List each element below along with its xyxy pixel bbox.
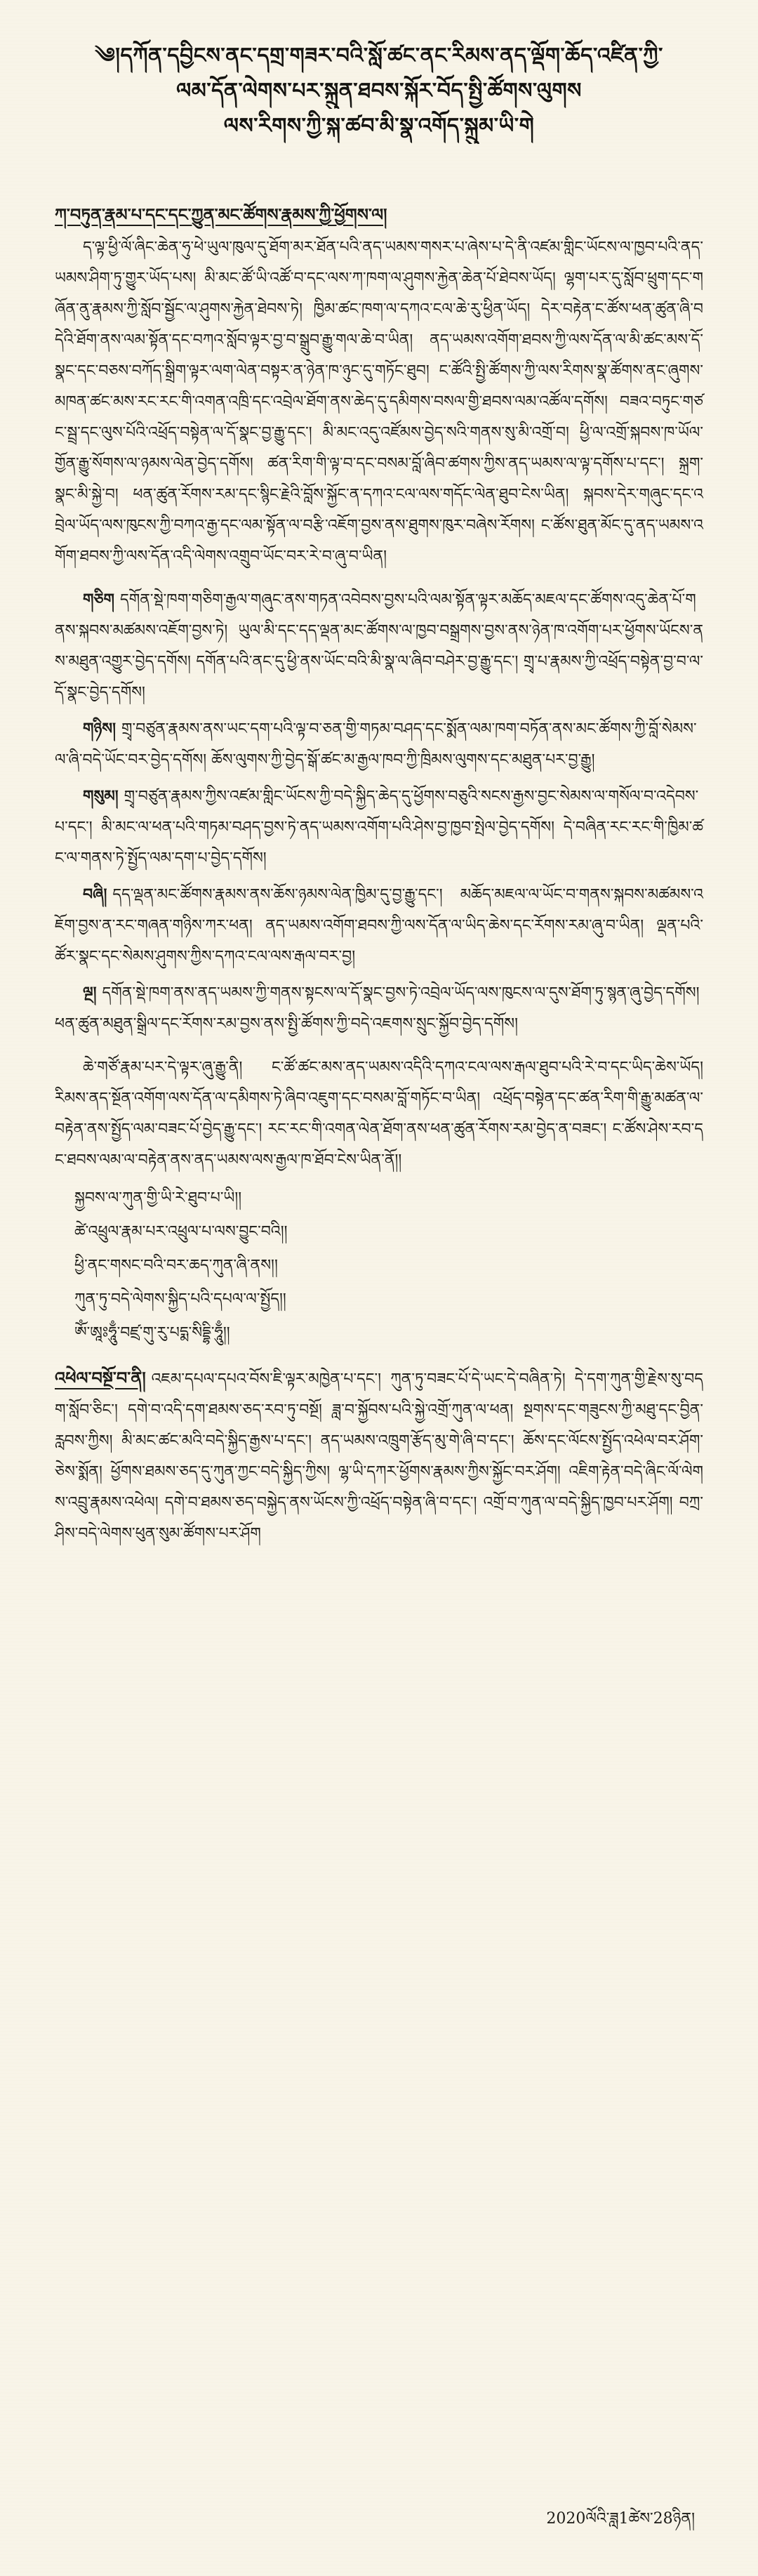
verse-line: སྐྱབས་ལ་ཀུན་གྱི་ཡི་རེ་ཐུབ་པ་ཡི།། <box>74 1189 242 1207</box>
points-section <box>55 585 703 1040</box>
point-text: དགོན་སྡེ་ཁག་གཅིག་རྒྱལ་གཞུང་ནས་གཏན་འབེབས་བྱས་པའི་ལམ་སྟོན་ལྟར་མཆོད་མཇལ་དང་ཚོགས་འདུ་ཆེན་པོ་གནས་སྐབས་མཚམས་འཇོག་བྱས་ཏེ། ཡུལ་མི་དང་དད་ལྡན་མང་ཚོགས་ལ་ཁྱབ་བསྒྲགས་བྱས་ནས་ཉེན་ཁ་འགོག་པར་ཕྱོགས་ཡོངས་ནས་མཐུན་འགྱུར་བྱེད་དགོས། དགོན་པའི་ནང་དུ་ཕྱི་ནས་ཡོང་བའི་མི་སྣ་ལ་ཞིབ་བཤེར་བྱ་རྒྱུ་དང་། གྲྭ་པ་རྣམས་ཀྱི་འཕྲོད་བསྟེན་བྱ་བ་ལ་དོ་སྣང་བྱེད་དགོས། <box>55 591 703 701</box>
point-number: གསུམ། <box>83 788 119 805</box>
verse-line: ཨོཾ་ཨཱཿཧཱུྃ་བཛྲ་གུ་རུ་པདྨ་སིདྡྷི་ཧཱུྃ།། <box>74 1324 230 1342</box>
closing-section <box>55 1052 703 1350</box>
title-line-2: ལམ་དོན་ལེགས་པར་སྐྲུན་ཐབས་སྐོར་བོད་སྤྱི་ཚོགས་ལུགས <box>176 79 582 103</box>
document-body <box>55 200 703 1565</box>
verse-line: ཀུན་ཏུ་བདེ་ལེགས་སྐྱིད་པའི་དཔལ་ལ་སྤྱོད།། <box>74 1290 286 1308</box>
point-paragraph <box>55 978 703 1040</box>
intro-paragraph: ད་ལྟ་ཕྱི་ལོ་ཞིང་ཆེན་ཧུ་ཕེ་ཡུལ་ཁུལ་དུ་ཐོག་མར་ཐོན་པའི་ནད་ཡམས་གསར་པ་ཞེས་པ་དེ་ནི་འཛམ་གླིང་ཡོངས་ལ་ཁྱབ་པའི་ནད་ཡམས་ཤིག་ཏུ་གྱུར་ཡོད་པས། མི་མང་ཚོ་ཡི་འཚོ་བ་དང་ལས་ཀ་ཁག་ལ་ཤུགས་རྐྱེན་ཆེན་པོ་ཐེབས་ཡོད། ལྷག་པར་དུ་སློབ་ཕྲུག་དང་གཞོན་ནུ་རྣམས་ཀྱི་སློབ་སྦྱོང་ལ་ཤུགས་རྐྱེན་ཐེབས་ཏེ། ཁྱིམ་ཚང་ཁག་ལ་དཀའ་ངལ་ཆེ་རུ་ཕྱིན་ཡོད། དེར་བརྟེན་ང་ཚོས་ཕན་ཚུན་ཞི་བདེའི་ཐོག་ནས་ལམ་སྟོན་དང་བཀའ་སློབ་ལྟར་བྱ་བ་སྒྲུབ་རྒྱུ་གལ་ཆེ་བ་ཡིན། ནད་ཡམས་འགོག་ཐབས་ཀྱི་ལས་དོན་ལ་མི་ཚང་མས་དོ་སྣང་དང་བཅས་བཀོད་སྒྲིག་ལྟར་ལག་ལེན་བསྟར་ན་ཉེན་ཁ་ཉུང་དུ་གཏོང་ཐུབ། ང་ཚོའི་སྤྱི་ཚོགས་ཀྱི་ལས་རིགས་སྣ་ཚོགས་ནང་ཞུགས་མཁན་ཚང་མས་རང་རང་གི་འགན་འཁྲི་དང་འབྲེལ་ཐོག་ནས་ཆེད་དུ་དམིགས་བསལ་གྱི་ཐབས་ལམ་འཚོལ་དགོས། བཟའ་བཏུང་གཙང་སྦྲ་དང་ལུས་པོའི་འཕྲོད་བསྟེན་ལ་དོ་སྣང་བྱ་རྒྱུ་དང་། མི་མང་འདུ་འཛོམས་བྱེད་སའི་གནས་སུ་མི་འགྲོ་བ། ཕྱི་ལ་འགྲོ་སྐབས་ཁ་ཡོལ་གྱོན་རྒྱུ་སོགས་ལ་ཉམས་ལེན་བྱེད་དགོས། ཚན་རིག་གི་ལྟ་བ་དང་བསམ་བློ་ཞིབ་ཚགས་ཀྱིས་ནད་ཡམས་ལ་ལྟ་དགོས་པ་དང་། སྐྲག་སྣང་མི་སྐྱེ་བ། ཕན་ཚུན་རོགས་རམ་དང་སྙིང་རྗེའི་བློས་སྐྱོང་ན་དཀའ་ངལ་ལས་གདོང་ལེན་ཐུབ་ངེས་ཡིན། སྐབས་དེར་གཞུང་དང་འབྲེལ་ཡོད་ལས་ཁུངས་ཀྱི་བཀའ་རྒྱ་དང་ལམ་སྟོན་ལ་བརྩི་འཇོག་བྱས་ནས་ཐུགས་ཁུར་བཞེས་རོགས། ང་ཚོས་ཐུན་མོང་དུ་ནད་ཡམས་འགོག་ཐབས་ཀྱི་ལས་དོན་འདི་ལེགས་འགྲུབ་ཡོང་བར་རེ་བ་ཞུ་བ་ཡིན། <box>55 239 703 565</box>
point-paragraph <box>55 781 703 874</box>
point-paragraph <box>55 714 703 776</box>
point-paragraph <box>55 880 703 972</box>
dedication-text: འཇམ་དཔལ་དཔའ་བོས་ཇི་ལྟར་མཁྱེན་པ་དང་། ཀུན་ཏུ་བཟང་པོ་དེ་ཡང་དེ་བཞིན་ཏེ། དེ་དག་ཀུན་གྱི་རྗེས་སུ་བདག་སློབ་ཅིང་། དགེ་བ་འདི་དག་ཐམས་ཅད་རབ་ཏུ་བསྔོ། ཟླ་བ་སྐྱོབས་པའི་སྐྱེ་འགྲོ་ཀུན་ལ་ཕན། སྔགས་དང་གཟུངས་ཀྱི་མཐུ་དང་བྱིན་རླབས་ཀྱིས། མི་མང་ཚང་མའི་བདེ་སྐྱིད་རྒྱས་པ་དང་། ནད་ཡམས་འཁྲུག་རྩོད་མུ་གེ་ཞི་བ་དང་། ཆོས་དང་ལོངས་སྤྱོད་འཕེལ་བར་ཤོག་ཅེས་སྨོན། ཕྱོགས་ཐམས་ཅད་དུ་ཀུན་ཀྱང་བདེ་སྐྱིད་ཀྱིས། ལྷ་ཡི་དཀར་ཕྱོགས་རྣམས་ཀྱིས་སྐྱོང་བར་ཤོག། འཇིག་རྟེན་བདེ་ཞིང་ལོ་ལེགས་འབྲུ་རྣམས་འཕེལ། དགེ་བ་ཐམས་ཅད་བསྐྱེད་ནས་ཡོངས་ཀྱི་འཕྲོད་བསྟེན་ཞི་བ་དང་། འགྲོ་བ་ཀུན་ལ་བདེ་སྐྱིད་ཁྱབ་པར་ཤོག། བཀྲ་ཤིས་བདེ་ལེགས་ཕུན་སུམ་ཚོགས་པར་ཤོག <box>55 1370 703 1543</box>
document-header <box>56 39 702 144</box>
verse-line: ཚེ་འཕྲུལ་རྣམ་པར་འཕྲུལ་པ་ལས་བྱུང་བའི།། <box>74 1223 288 1241</box>
point-number: ལྔ། <box>83 984 97 1002</box>
salutation-heading: ཀ་བཏུན་རྣམ་པ་དང་དང་ཀྱུན་མང་ཚོགས་རྣམས་ཀྱི་ཕྱོགས་ལ། <box>55 205 387 225</box>
point-text: དགོན་སྡེ་ཁག་ནས་ནད་ཡམས་ཀྱི་གནས་སྟངས་ལ་དོ་སྣང་བྱས་ཏེ་འབྲེལ་ཡོད་ལས་ཁུངས་ལ་དུས་ཐོག་ཏུ་སྙན་ཞུ་བྱེད་དགོས། ཕན་ཚུན་མཐུན་སྒྲིལ་དང་རོགས་རམ་བྱས་ནས་སྤྱི་ཚོགས་ཀྱི་བདེ་འཇགས་སྲུང་སྐྱོབ་བྱེད་དགོས། <box>55 984 700 1033</box>
point-text: གྲྭ་བཙུན་རྣམས་ཀྱིས་འཛམ་གླིང་ཡོངས་ཀྱི་བདེ་སྐྱིད་ཆེད་དུ་ཕྱོགས་བཅུའི་སངས་རྒྱས་བྱང་སེམས་ལ་གསོལ་བ་འདེབས་པ་དང་། མི་མང་ལ་ཕན་པའི་གཏམ་བཤད་བྱས་ཏེ་ནད་ཡམས་འགོག་པའི་ཤེས་བྱ་ཁྱབ་སྤེལ་བྱེད་དགོས། དེ་བཞིན་རང་རང་གི་ཁྱིམ་ཚང་ལ་གནས་ཏེ་སྤྱོད་ལམ་དག་པ་བྱེད་དགོས། <box>55 788 703 867</box>
verse-line: ཕྱི་ནང་གསང་བའི་བར་ཆད་ཀུན་ཞི་ནས།། <box>74 1257 278 1274</box>
point-paragraph <box>55 585 703 708</box>
title-line-1: ༄།དཀོན་དབྱིངས་ནང་དགྲ་གཟར་བའི་སློ་ཚང་ནང་རིམས་ནད་ལྡོག་ཆོད་འཛིན་ཀྱི་ <box>95 44 663 68</box>
document-date: 2020ལོའི་ཟླ1ཚེས་28ཉིན། <box>546 2510 695 2528</box>
point-text: གྲྭ་བཙུན་རྣམས་ནས་ཡང་དག་པའི་ལྟ་བ་ཅན་གྱི་གཏམ་བཤད་དང་སྨོན་ལམ་ཁག་བཏོན་ནས་མང་ཚོགས་ཀྱི་བློ་སེམས་ལ་ཞི་བདེ་ཡོང་བར་བྱེད་དགོས། ཆོས་ལུགས་ཀྱི་བྱེད་སྒོ་ཚང་མ་རྒྱལ་ཁབ་ཀྱི་ཁྲིམས་ལུགས་དང་མཐུན་པར་བྱ་རྒྱུ། <box>55 720 697 769</box>
dedication-heading: འཕེལ་བསྔོ་བ་ནི། <box>55 1368 146 1388</box>
point-number: བཞི། <box>83 886 107 904</box>
point-text: དད་ལྡན་མང་ཚོགས་རྣམས་ནས་ཆོས་ཉམས་ལེན་ཁྱིམ་དུ་བྱ་རྒྱུ་དང་། མཆོད་མཇལ་ལ་ཡོང་བ་གནས་སྐབས་མཚམས་འཇོག་བྱས་ན་རང་གཞན་གཉིས་ཀར་ཕན། ནད་ཡམས་འགོག་ཐབས་ཀྱི་ལས་དོན་ལ་ཡིད་ཆེས་དང་རོགས་རམ་ཞུ་བ་ཡིན། ལྡན་པའི་ཚོར་སྣང་དང་སེམས་ཤུགས་ཀྱིས་དཀའ་ངལ་ལས་རྒལ་བར་བྱ། <box>55 886 703 965</box>
title-line-3: ལས་རིགས་ཀྱི་སྐ་ཚབ་མི་སྣ་འགོད་སྐྲུམ་ཡི་གེ <box>223 114 535 138</box>
point-number: གཅིག <box>83 591 114 609</box>
closing-paragraph: ཆེ་གཙོ་རྣམ་པར་དེ་ལྟར་ཞུ་རྒྱུ་ནི། ང་ཚོ་ཚང་མས་ནད་ཡམས་འདིའི་དཀའ་ངལ་ལས་རྒལ་ཐུབ་པའི་རེ་བ་དང་ཡིད་ཆེས་ཡོད། རིམས་ནད་སྔོན་འགོག་ལས་དོན་ལ་དམིགས་ཏེ་ཞིབ་འཇུག་དང་བསམ་བློ་གཏོང་བ་ཡིན། འཕྲོད་བསྟེན་དང་ཚན་རིག་གི་རྒྱུ་མཚན་ལ་བརྟེན་ནས་སྤྱོད་ལམ་བཟང་པོ་བྱེད་རྒྱུ་དང་། རང་རང་གི་འགན་ལེན་ཐོག་ནས་ཕན་ཚུན་རོགས་རམ་བྱེད་ན་བཟང་། ང་ཚོས་ཤེས་རབ་དང་ཐབས་ལམ་ལ་བརྟེན་ནས་ནད་ཡམས་ལས་རྒྱལ་ཁ་ཐོབ་ངེས་ཡིན་ནོ།། <box>55 1059 703 1169</box>
point-number: གཉིས། <box>83 720 116 738</box>
intro-section <box>55 200 703 572</box>
dedication-paragraph <box>55 1363 703 1550</box>
